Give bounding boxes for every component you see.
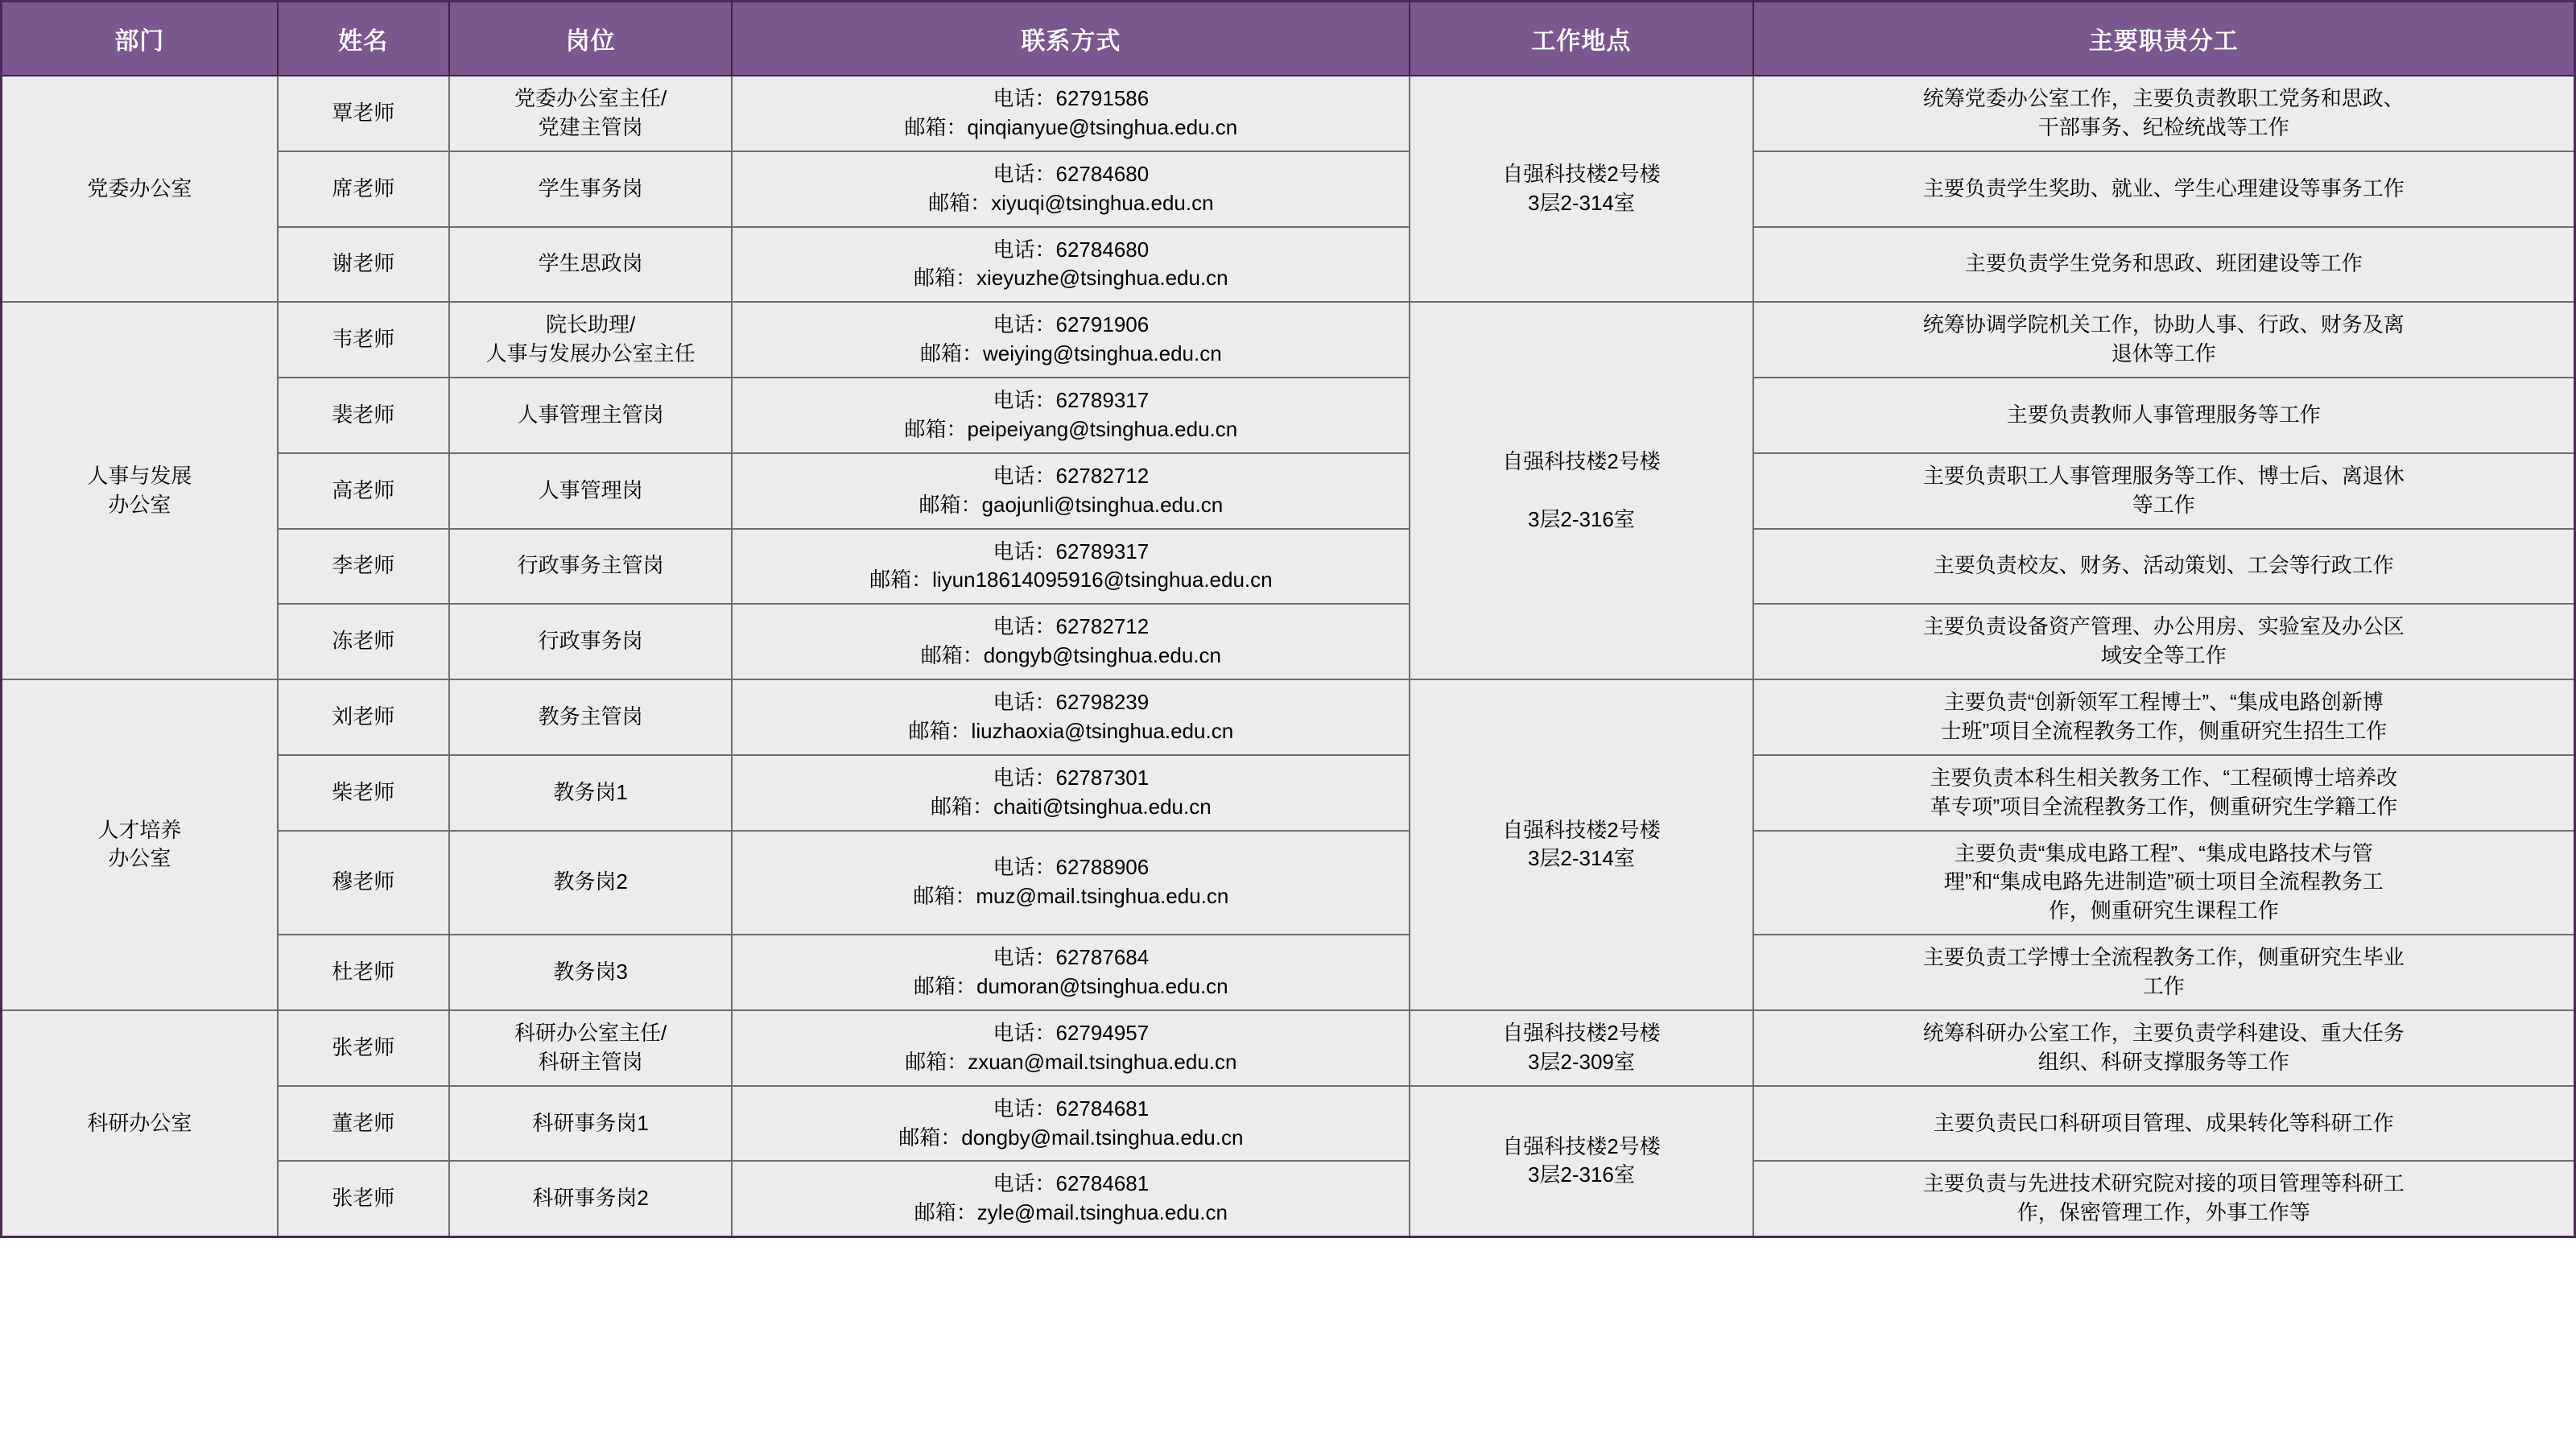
position-cell — [449, 755, 733, 831]
text-line: 主要负责工学博士全流程教务工作，侧重研究生毕业 — [1922, 945, 2405, 970]
duties-cell — [1753, 831, 2575, 935]
position-cell — [449, 1161, 733, 1236]
text-line: 作，侧重研究生课程工作 — [2048, 898, 2279, 923]
text-line: 电话：62789317 — [993, 388, 1150, 412]
table-row — [2, 679, 2575, 755]
duties-cell — [1753, 378, 2575, 453]
contact-cell — [732, 1161, 1410, 1236]
position-cell — [449, 227, 733, 303]
staff-name-cell: 冻老师 — [278, 604, 449, 679]
duties-cell — [1753, 755, 2575, 831]
table-row — [2, 831, 2575, 935]
column-header-duties: 主要职责分工 — [1753, 2, 2575, 76]
text-line: 主要负责与先进技术研究院对接的项目管理等科研工 — [1922, 1171, 2405, 1196]
text-line: 电话：62787301 — [993, 765, 1150, 790]
text-line: 自强科技楼2号楼 — [1502, 817, 1661, 842]
contact-cell — [732, 1086, 1410, 1162]
table-row — [2, 1086, 2575, 1162]
staff-name-cell: 董老师 — [278, 1086, 449, 1162]
text-line: 主要负责学生党务和思政、班团建设等工作 — [1964, 251, 2363, 276]
text-line: 主要负责本科生相关教务工作、“工程硕博士培养改 — [1930, 765, 2398, 790]
text-line: 人才培养 — [97, 817, 182, 842]
text-line: 革专项”项目全流程教务工作，侧重研究生学籍工作 — [1930, 794, 2398, 819]
text-line: 理”和“集成电路先进制造”硕士项目全流程教务工 — [1943, 869, 2384, 894]
duties-cell — [1753, 76, 2575, 151]
text-line: 电话：62791586 — [993, 86, 1150, 110]
contact-cell — [732, 378, 1410, 453]
position-cell — [449, 76, 733, 151]
position-cell — [449, 935, 733, 1010]
text-line: 3层2-314室 — [1527, 846, 1635, 871]
staff-name-cell: 李老师 — [278, 529, 449, 605]
staff-name-cell: 张老师 — [278, 1161, 449, 1236]
position-cell — [449, 529, 733, 605]
staff-name-cell: 张老师 — [278, 1010, 449, 1086]
duties-cell — [1753, 679, 2575, 755]
duties-cell — [1753, 151, 2575, 227]
text-line: 邮箱：peipeiyang@tsinghua.edu.cn — [904, 416, 1238, 441]
text-line: 学生事务岗 — [538, 175, 643, 200]
text-line: 3层2-316室 — [1527, 506, 1635, 531]
position-cell — [449, 831, 733, 935]
text-line: 邮箱：liuzhaoxia@tsinghua.edu.cn — [908, 718, 1234, 743]
contact-cell — [732, 302, 1410, 378]
text-line: 电话：62794957 — [993, 1020, 1150, 1045]
text-line: 科研办公室 — [87, 1110, 192, 1135]
table-row — [2, 1010, 2575, 1086]
contact-cell — [732, 679, 1410, 755]
text-line: 士班”项目全流程教务工作，侧重研究生招生工作 — [1940, 718, 2388, 743]
location-cell — [1410, 679, 1752, 1010]
table-row — [2, 755, 2575, 831]
contact-cell — [732, 529, 1410, 605]
text-line: 主要负责校友、财务、活动策划、工会等行政工作 — [1933, 553, 2394, 578]
text-line: 人事管理岗 — [538, 477, 643, 502]
text-line: 邮箱：gaojunli@tsinghua.edu.cn — [919, 492, 1224, 517]
text-line: 科研办公室主任/ — [514, 1020, 667, 1045]
staff-name-cell: 杜老师 — [278, 935, 449, 1010]
text-line: 统筹党委办公室工作，主要负责教职工党务和思政、 — [1922, 86, 2405, 110]
location-cell — [1410, 1010, 1752, 1086]
column-header-contact: 联系方式 — [732, 2, 1410, 76]
text-line: 自强科技楼2号楼 — [1502, 1020, 1661, 1045]
column-header-name: 姓名 — [278, 2, 449, 76]
text-line: 邮箱：zxuan@mail.tsinghua.edu.cn — [905, 1049, 1237, 1074]
table-row — [2, 1161, 2575, 1236]
text-line: 教务主管岗 — [538, 704, 643, 729]
table-header — [2, 2, 2575, 76]
text-line: 电话：62782712 — [993, 614, 1150, 639]
table-row — [2, 453, 2575, 529]
staff-name-cell: 席老师 — [278, 151, 449, 227]
contact-cell — [732, 831, 1410, 935]
text-line: 主要负责民口科研项目管理、成果转化等科研工作 — [1933, 1110, 2394, 1135]
text-line: 教务岗2 — [553, 869, 628, 894]
text-line: 电话：62784680 — [993, 161, 1150, 186]
text-line: 教务岗3 — [553, 960, 628, 985]
text-line: 邮箱：dongyb@tsinghua.edu.cn — [920, 643, 1221, 668]
staff-name-cell: 刘老师 — [278, 679, 449, 755]
text-line: 3层2-314室 — [1527, 190, 1635, 215]
duties-cell — [1753, 935, 2575, 1010]
text-line: 统筹协调学院机关工作，协助人事、行政、财务及离 — [1922, 312, 2405, 337]
text-line: 邮箱：dongby@mail.tsinghua.edu.cn — [898, 1125, 1244, 1150]
contact-cell — [732, 227, 1410, 303]
text-line: 退休等工作 — [2111, 341, 2216, 366]
text-line: 主要负责“创新领军工程博士”、“集成电路创新博 — [1943, 690, 2384, 714]
text-line: 邮箱：dumoran@tsinghua.edu.cn — [914, 974, 1228, 998]
text-line: 电话：62789317 — [993, 539, 1150, 564]
text-line: 党委办公室主任/ — [514, 86, 667, 110]
table-row — [2, 76, 2575, 151]
column-header-department: 部门 — [2, 2, 278, 76]
staff-name-cell: 高老师 — [278, 453, 449, 529]
duties-cell — [1753, 1086, 2575, 1162]
text-line: 邮箱：zyle@mail.tsinghua.edu.cn — [914, 1200, 1228, 1225]
text-line: 等工作 — [2132, 492, 2195, 517]
table-row — [2, 151, 2575, 227]
duties-cell — [1753, 1010, 2575, 1086]
text-line: 行政事务主管岗 — [517, 553, 664, 578]
staff-name-cell: 谢老师 — [278, 227, 449, 303]
duties-cell — [1753, 227, 2575, 303]
location-cell — [1410, 76, 1752, 302]
table-row — [2, 935, 2575, 1010]
text-line: 电话：62784680 — [993, 237, 1150, 262]
position-cell — [449, 302, 733, 378]
text-line — [1420, 477, 1742, 506]
location-cell — [1410, 302, 1752, 679]
text-line: 邮箱：qinqianyue@tsinghua.edu.cn — [904, 114, 1238, 139]
staff-name-cell: 韦老师 — [278, 302, 449, 378]
position-cell — [449, 151, 733, 227]
text-line: 院长助理/ — [545, 312, 636, 337]
text-line: 人事与发展 — [87, 463, 192, 488]
text-line: 作，保密管理工作，外事工作等 — [2017, 1200, 2310, 1225]
text-line: 邮箱：chaiti@tsinghua.edu.cn — [931, 794, 1212, 819]
staff-name-cell: 覃老师 — [278, 76, 449, 151]
text-line: 科研主管岗 — [538, 1049, 643, 1074]
table-row — [2, 302, 2575, 378]
text-line: 行政事务岗 — [538, 629, 643, 654]
text-line: 人事与发展办公室主任 — [485, 341, 696, 366]
text-line: 组织、科研支撑服务等工作 — [2037, 1049, 2289, 1074]
column-header-position: 岗位 — [449, 2, 733, 76]
text-line: 教务岗1 — [553, 779, 628, 804]
duties-cell — [1753, 302, 2575, 378]
position-cell — [449, 453, 733, 529]
text-line: 邮箱：xieyuzhe@tsinghua.edu.cn — [914, 266, 1228, 291]
duties-cell — [1753, 453, 2575, 529]
text-line: 自强科技楼2号楼 — [1502, 448, 1661, 473]
text-line: 科研事务岗1 — [532, 1110, 649, 1135]
text-line: 党建主管岗 — [538, 114, 643, 139]
position-cell — [449, 679, 733, 755]
contact-cell — [732, 935, 1410, 1010]
location-cell — [1410, 1086, 1752, 1237]
text-line: 邮箱：muz@mail.tsinghua.edu.cn — [913, 884, 1229, 909]
text-line: 主要负责设备资产管理、办公用房、实验室及办公区 — [1922, 614, 2405, 639]
text-line: 办公室 — [108, 846, 171, 871]
staff-name-cell: 穆老师 — [278, 831, 449, 935]
text-line: 邮箱：liyun18614095916@tsinghua.edu.cn — [869, 568, 1273, 592]
text-line: 工作 — [2142, 974, 2185, 998]
text-line: 人事管理主管岗 — [517, 402, 664, 427]
text-line: 主要负责“集成电路工程”、“集成电路技术与管 — [1954, 840, 2373, 865]
text-line: 主要负责学生奖助、就业、学生心理建设等事务工作 — [1922, 175, 2405, 200]
text-line: 3层2-316室 — [1527, 1162, 1635, 1187]
contact-cell — [732, 151, 1410, 227]
table-row — [2, 227, 2575, 303]
text-line: 电话：62784681 — [993, 1096, 1150, 1121]
table-row — [2, 378, 2575, 453]
text-line: 自强科技楼2号楼 — [1502, 1133, 1661, 1158]
position-cell — [449, 604, 733, 679]
contact-cell — [732, 76, 1410, 151]
contact-cell — [732, 453, 1410, 529]
duties-cell — [1753, 1161, 2575, 1236]
text-line: 域安全等工作 — [2100, 643, 2227, 668]
position-cell — [449, 1010, 733, 1086]
department-cell — [2, 76, 278, 302]
position-cell — [449, 1086, 733, 1162]
table-row — [2, 529, 2575, 605]
text-line: 干部事务、纪检统战等工作 — [2037, 114, 2289, 139]
text-line: 电话：62787684 — [993, 945, 1150, 970]
table-row — [2, 604, 2575, 679]
department-cell — [2, 302, 278, 679]
text-line: 主要负责教师人事管理服务等工作 — [2006, 402, 2321, 427]
text-line: 自强科技楼2号楼 — [1502, 161, 1661, 186]
text-line: 邮箱：xiyuqi@tsinghua.edu.cn — [928, 190, 1214, 215]
text-line: 电话：62791906 — [993, 312, 1150, 337]
text-line: 学生思政岗 — [538, 251, 643, 276]
text-line: 电话：62788906 — [993, 855, 1150, 880]
staff-name-cell: 柴老师 — [278, 755, 449, 831]
staff-name-cell: 裴老师 — [278, 378, 449, 453]
text-line: 邮箱：weiying@tsinghua.edu.cn — [920, 341, 1222, 366]
contact-cell — [732, 1010, 1410, 1086]
table-body — [2, 76, 2575, 1237]
duties-cell — [1753, 604, 2575, 679]
duties-cell — [1753, 529, 2575, 605]
position-cell — [449, 378, 733, 453]
column-header-location: 工作地点 — [1410, 2, 1752, 76]
text-line: 统筹科研办公室工作，主要负责学科建设、重大任务 — [1922, 1020, 2405, 1045]
text-line: 电话：62782712 — [993, 463, 1150, 488]
text-line: 科研事务岗2 — [532, 1186, 649, 1211]
contact-cell — [732, 755, 1410, 831]
table-header-row — [2, 2, 2575, 76]
contact-cell — [732, 604, 1410, 679]
text-line: 办公室 — [108, 492, 171, 517]
department-cell — [2, 1010, 278, 1237]
text-line: 电话：62798239 — [993, 690, 1150, 714]
text-line: 3层2-309室 — [1527, 1049, 1635, 1074]
department-cell — [2, 679, 278, 1010]
text-line: 电话：62784681 — [993, 1171, 1150, 1196]
text-line: 主要负责职工人事管理服务等工作、博士后、离退休 — [1922, 463, 2405, 488]
text-line: 党委办公室 — [87, 175, 192, 200]
